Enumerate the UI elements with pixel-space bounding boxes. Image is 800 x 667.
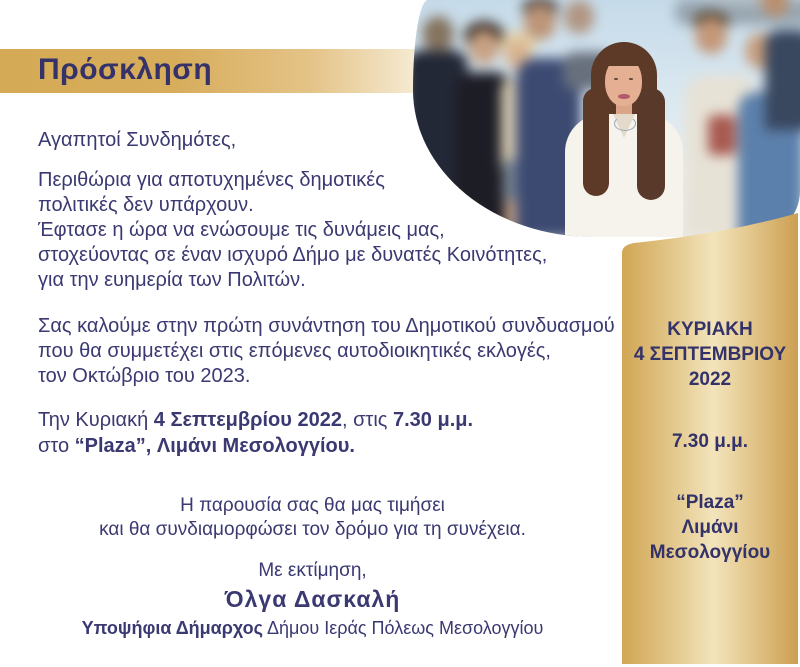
paragraph-date-place (38, 407, 473, 459)
paragraph-line: Περιθώρια για αποτυχημένες δημοτικές (38, 169, 385, 191)
paragraph-line: τον Οκτώβριο του 2023. (38, 365, 251, 387)
event-date-line: 2022 (688, 369, 732, 390)
paragraph-line: στοχεύοντας σε έναν ισχυρό Δήμο με δυνατές Κοινότητες, (38, 244, 548, 266)
invite-text: Την Κυριακή (38, 409, 154, 431)
invite-text: στο (38, 435, 75, 457)
paragraph-line: Σας καλούμε στην πρώτη συνάντηση του Δημοτικού συνδυασμού (38, 315, 615, 337)
page-title: Πρόσκληση (38, 53, 213, 86)
blurred-person (422, 16, 454, 52)
candidate-hair (602, 50, 646, 66)
candidate-eye (629, 78, 633, 80)
event-venue (622, 490, 798, 565)
invite-venue-bold: “Plaza”, Λιμάνι Μεσολογγίου. (74, 435, 355, 457)
paragraph-policies (38, 168, 547, 293)
closing-line: Η παρουσία σας θα μας τιμήσει (180, 495, 445, 516)
candidate-necklace (614, 116, 636, 131)
blurred-person (524, 4, 556, 40)
event-date-line: ΚΥΡΙΑΚΗ (667, 319, 753, 340)
event-date (622, 317, 798, 392)
closing-message (35, 494, 590, 542)
candidate-lips (618, 94, 630, 99)
event-side-panel (622, 213, 798, 664)
blurred-person (708, 115, 736, 155)
event-venue-line: “Plaza” (676, 492, 744, 513)
signature-role (35, 618, 590, 639)
salutation: Αγαπητοί Συνδημότες, (38, 129, 237, 151)
invitation-banner (0, 49, 462, 93)
regards: Με εκτίμηση, (258, 560, 367, 581)
event-time: 7.30 μ.μ. (671, 431, 749, 452)
signature-role-rest: Δήμου Ιεράς Πόλεως Μεσολογγίου (262, 618, 544, 638)
candidate-eye (614, 78, 618, 80)
closing-line: και θα συνδιαμορφώσει τον δρόμο για τη συνέχεια. (99, 519, 526, 540)
blurred-person (695, 18, 727, 54)
invite-text: , στις (341, 409, 393, 431)
paragraph-meeting (38, 314, 615, 389)
blurred-person (765, 30, 800, 130)
paragraph-line: πολιτικές δεν υπάρχουν. (38, 194, 254, 216)
event-venue-line: Μεσολογγίου (649, 542, 771, 563)
invite-line (38, 407, 473, 433)
invite-date-bold: 4 Σεπτεμβρίου 2022 (153, 409, 342, 431)
paragraph-line: Έφτασε η ώρα να ενώσουμε τις δυνάμεις μας, (38, 219, 445, 241)
event-venue-line: Λιμάνι (681, 517, 739, 538)
signature-name: Όλγα Δασκαλή (224, 586, 401, 612)
invite-line (38, 433, 473, 459)
paragraph-line: που θα συμμετέχει στις επόμενες αυτοδιοικητικές εκλογές, (38, 340, 551, 362)
blurred-person (564, 0, 594, 34)
candidate-hair (583, 88, 609, 196)
signature-role-title: Υποψήφια Δήμαρχος (81, 618, 263, 638)
candidate-hair (637, 88, 665, 200)
invite-time-bold: 7.30 μ.μ. (392, 409, 474, 431)
paragraph-line: για την ευημερία των Πολιτών. (38, 269, 306, 291)
blurred-person (469, 30, 499, 64)
event-date-line: 4 ΣΕΠΤΕΜΒΡΙΟΥ (633, 344, 787, 365)
